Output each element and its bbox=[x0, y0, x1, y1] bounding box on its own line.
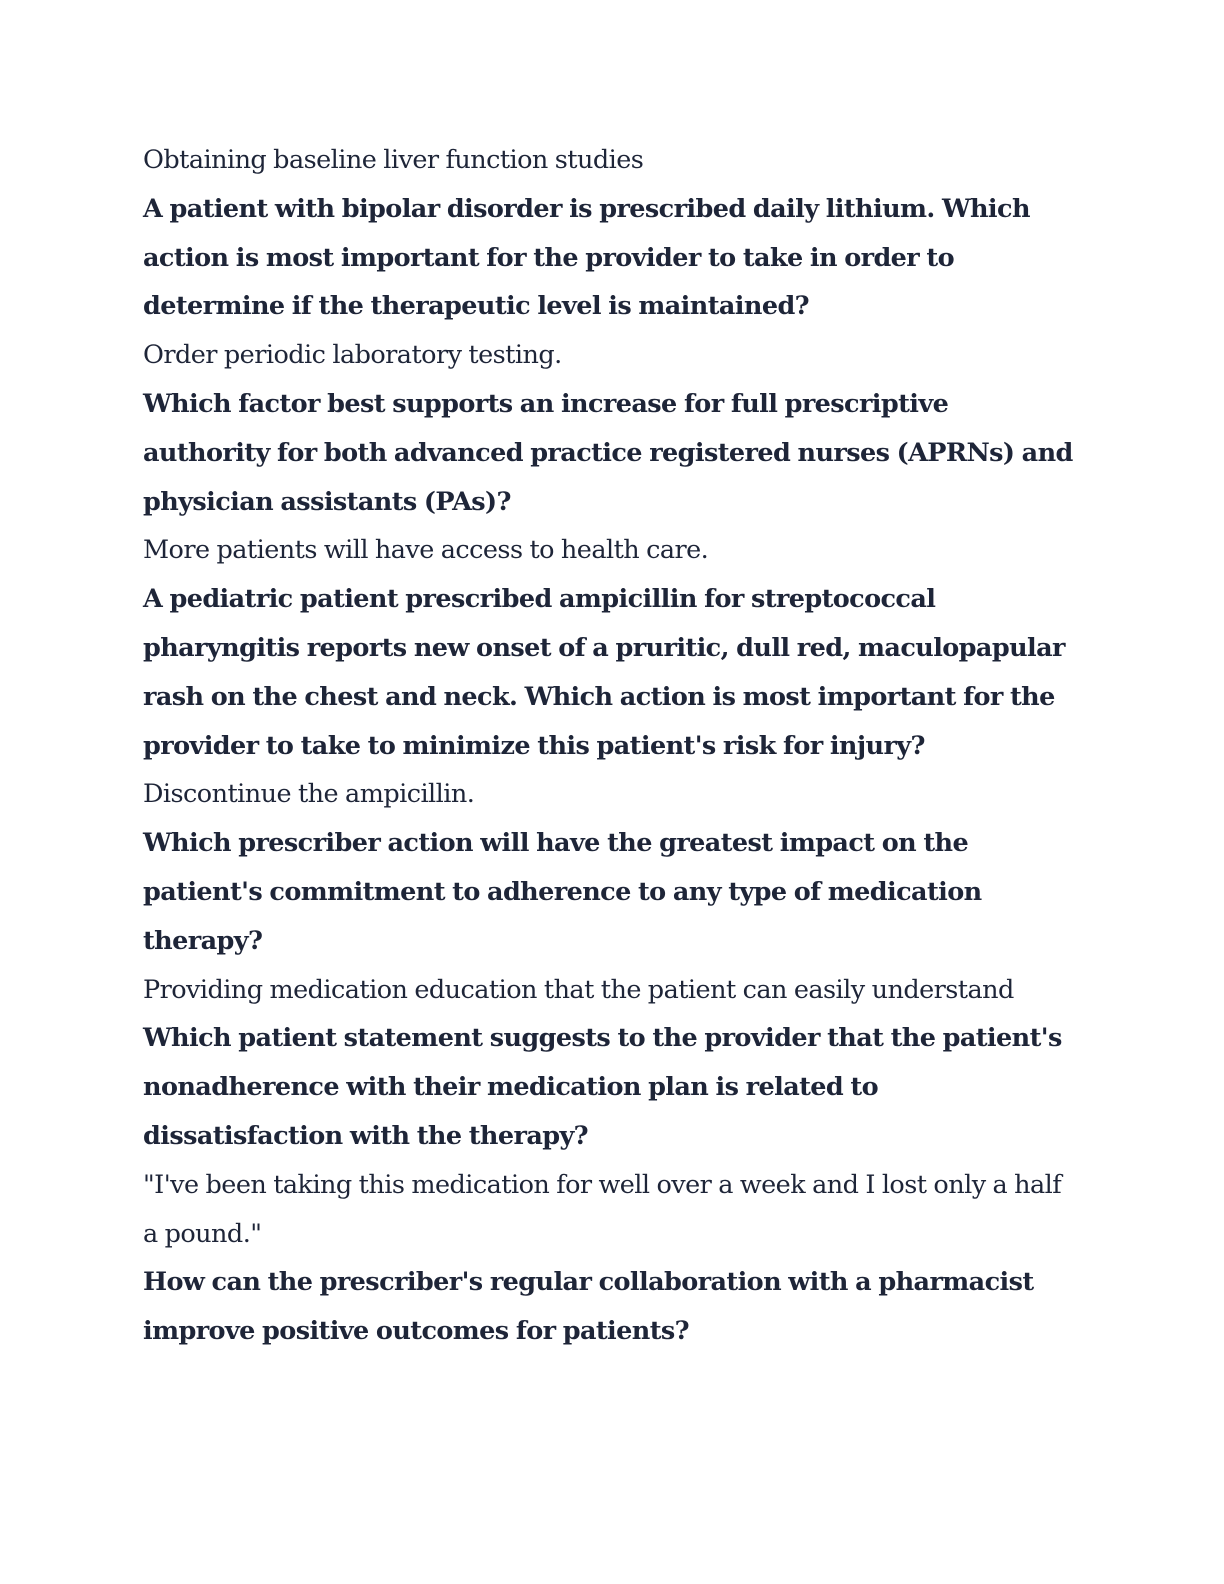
question-text: Which factor best supports an increase for full prescriptive authority for both advanced practice registered nurses (APRNs) and physician assistants (PAs)? bbox=[143, 388, 1073, 517]
question-text: A patient with bipolar disorder is prescribed daily lithium. Which action is most important for the provider to take in order to determine if the therapeutic level is maintained? bbox=[143, 193, 1030, 322]
answer-text: Obtaining baseline liver function studies bbox=[143, 145, 644, 175]
question-text: Which patient statement suggests to the provider that the patient's nonadherence with their medication plan is related to dissatisfaction with the therapy? bbox=[143, 1023, 1062, 1151]
question-text: A pediatric patient prescribed ampicillin for streptococcal pharyngitis reports new onset of a pruritic, dull red, maculopapular rash on the chest and neck. Which action is most important for the provider to take to minimize this patient's risk for injury? bbox=[143, 584, 1065, 761]
answer-text: Providing medication education that the patient can easily understand bbox=[143, 974, 1014, 1005]
answer-text: Order periodic laboratory testing. bbox=[143, 340, 562, 371]
document-page bbox=[143, 136, 1073, 1356]
answer-text: "I've been taking this medication for well over a week and I lost only a half a pound." bbox=[143, 1169, 1062, 1249]
question-text: How can the prescriber's regular collaboration with a pharmacist improve positive outcomes for patients? bbox=[143, 1267, 1034, 1347]
answer-text: More patients will have access to health care. bbox=[143, 535, 709, 566]
question-text: Which prescriber action will have the greatest impact on the patient's commitment to adherence to any type of medication therapy? bbox=[143, 828, 982, 956]
answer-text: Discontinue the ampicillin. bbox=[143, 779, 475, 810]
